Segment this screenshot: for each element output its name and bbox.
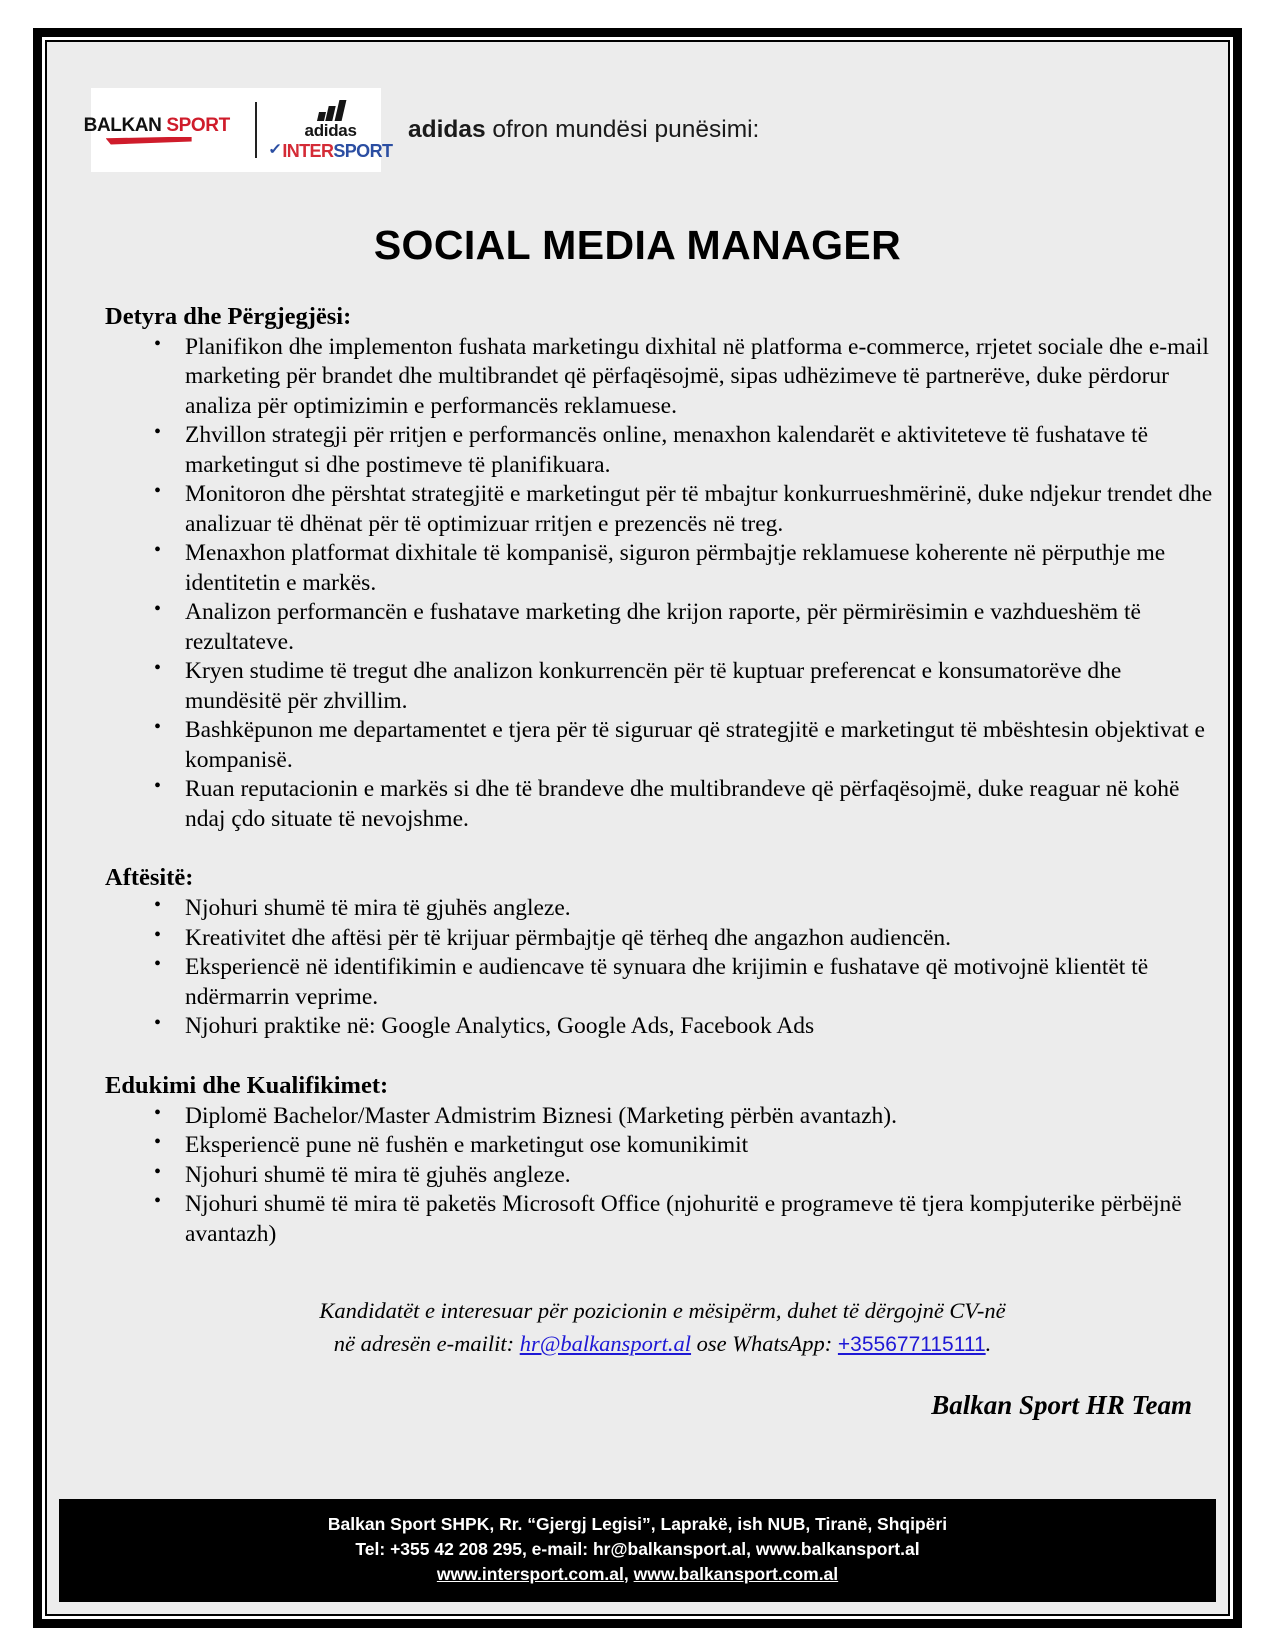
list-item: • Bashkëpunon me departamentet e tjera për të siguruar që strategjitë e marketingut të mbështesin objektivat e kompanisë. (145, 716, 1220, 775)
list-item: • Kryen studime të tregut dhe analizon konkurrencën për të kuptuar preferencat e konsumatorëve dhe mundësitë për zhvillim. (145, 657, 1220, 716)
section-heading-education: Edukimi dhe Kualifikimet: (105, 1071, 389, 1099)
company-logo (83, 88, 393, 172)
list-item: • Ruan reputacionin e markës si dhe të brandeve dhe multibrandeve që përfaqësojmë, duke reaguar në kohë ndaj çdo situate të nevojshme. (145, 775, 1220, 834)
footer-contact: Tel: +355 42 208 295, e-mail: hr@balkansport.al, www.balkansport.al (355, 1539, 920, 1560)
footer-address: Balkan Sport SHPK, Rr. “Gjergj Legisi”, Laprakë, ish NUB, Tiranë, Shqipëri (327, 1514, 948, 1535)
list-item: • Eksperiencë pune në fushën e marketingut ose komunikimit (145, 1131, 1220, 1160)
intersport-website-link[interactable]: www.intersport.com.al (436, 1564, 624, 1585)
sport-word: SPORT (166, 114, 230, 136)
balkan-sport-wordmark (84, 116, 230, 135)
balkansport-website-link[interactable]: www.balkansport.com.al (633, 1564, 839, 1585)
adidas-wordmark: adidas (304, 121, 357, 141)
responsibilities-list (105, 333, 1220, 834)
phone-link[interactable]: +355677115111 (837, 1332, 986, 1356)
whatsapp-label: ose WhatsApp: (691, 1330, 838, 1356)
tagline-rest: ofron mundësi punësimi: (485, 116, 760, 143)
adidas-intersport-logo (269, 100, 399, 160)
list-item: • Zhvillon strategji për rritjen e performancës online, menaxhon kalendarët e aktiviteteve të fushatave të marketingut si dhe postimeve të planifikuara. (145, 421, 1220, 480)
footer-separator: , (623, 1564, 634, 1585)
list-item: • Analizon performancën e fushatave marketing dhe krijon raporte, për përmirësimin e vazhdueshëm të rezultateve. (145, 598, 1220, 657)
list-item: • Njohuri shumë të mira të paketës Microsoft Office (njohuritë e programeve të tjera kompjuterike përbëjnë avantazh) (145, 1190, 1220, 1249)
tagline-brand: adidas (408, 116, 486, 143)
list-item: • Diplomë Bachelor/Master Admistrim Biznesi (Marketing përbën avantazh). (145, 1102, 1220, 1131)
list-item: • Kreativitet dhe aftësi për të krijuar përmbajtje që tërheq dhe angazhon audiencën. (145, 924, 1220, 953)
header (47, 42, 1228, 172)
page-content (47, 42, 1228, 1614)
intersport-logo (269, 142, 393, 160)
list-item: • Menaxhon platformat dixhitale të kompanisë, siguron përmbajtje reklamuese koherente në përputhje me identitetin e markës. (145, 539, 1220, 598)
email-link[interactable]: hr@balkansport.al (519, 1330, 692, 1356)
logo-divider (255, 102, 257, 158)
balkan-word: BALKAN (83, 114, 162, 136)
education-list (105, 1102, 1220, 1249)
list-item: • Monitoron dhe përshtat strategjitë e marketingut për të mbajtur konkurrueshmërinë, duke ndjekur trendet dhe analizuar të dhënat për të optimizuar rritjen e prezencës në treg. (145, 480, 1220, 539)
job-body (47, 303, 1228, 1421)
footer (59, 1499, 1216, 1602)
balkan-sport-logo (74, 116, 243, 145)
application-instructions (105, 1295, 1220, 1360)
list-item: • Njohuri shumë të mira të gjuhës angleze. (145, 1161, 1220, 1190)
instructions-line-2 (105, 1328, 1220, 1361)
adidas-bars-icon (318, 100, 344, 121)
tagline (408, 116, 759, 144)
instructions-period: . (985, 1330, 992, 1356)
signature: Balkan Sport HR Team (931, 1390, 1192, 1421)
section-heading-responsibilities: Detyra dhe Përgjegjësi: (105, 303, 352, 330)
list-item: • Njohuri shumë të mira të gjuhës angleze. (145, 894, 1220, 923)
intersport-wordmark: INTERSPORT (282, 140, 393, 161)
instructions-line-1: Kandidatët e interesuar për pozicionin e mësipërm, duhet të dërgojnë CV-në (319, 1298, 1006, 1324)
check-icon: ✓ (267, 142, 283, 159)
list-item: • Eksperiencë në identifikimin e audiencave të synuara dhe krijimin e fushatave që motivojnë klientët të ndërmarrin veprime. (145, 953, 1220, 1012)
footer-websites (69, 1562, 1206, 1587)
email-label: në adresën e-mailit: (333, 1330, 520, 1356)
list-item: • Planifikon dhe implementon fushata marketingu dixhital në platforma e-commerce, rrjetet sociale dhe e-mail marketing për brandet dhe multibrandet që përfaqësojmë, sipas udhëzimeve të partnerëve, duke përdorur analiza për optimizimin e performancës reklamuese. (145, 333, 1220, 421)
swoosh-icon (106, 137, 192, 145)
logo-inner (74, 100, 399, 160)
list-item: • Njohuri praktike në: Google Analytics, Google Ads, Facebook Ads (145, 1012, 1220, 1041)
skills-list (105, 894, 1220, 1041)
page-title: SOCIAL MEDIA MANAGER (373, 222, 902, 268)
section-heading-skills: Aftësitë: (105, 864, 194, 892)
